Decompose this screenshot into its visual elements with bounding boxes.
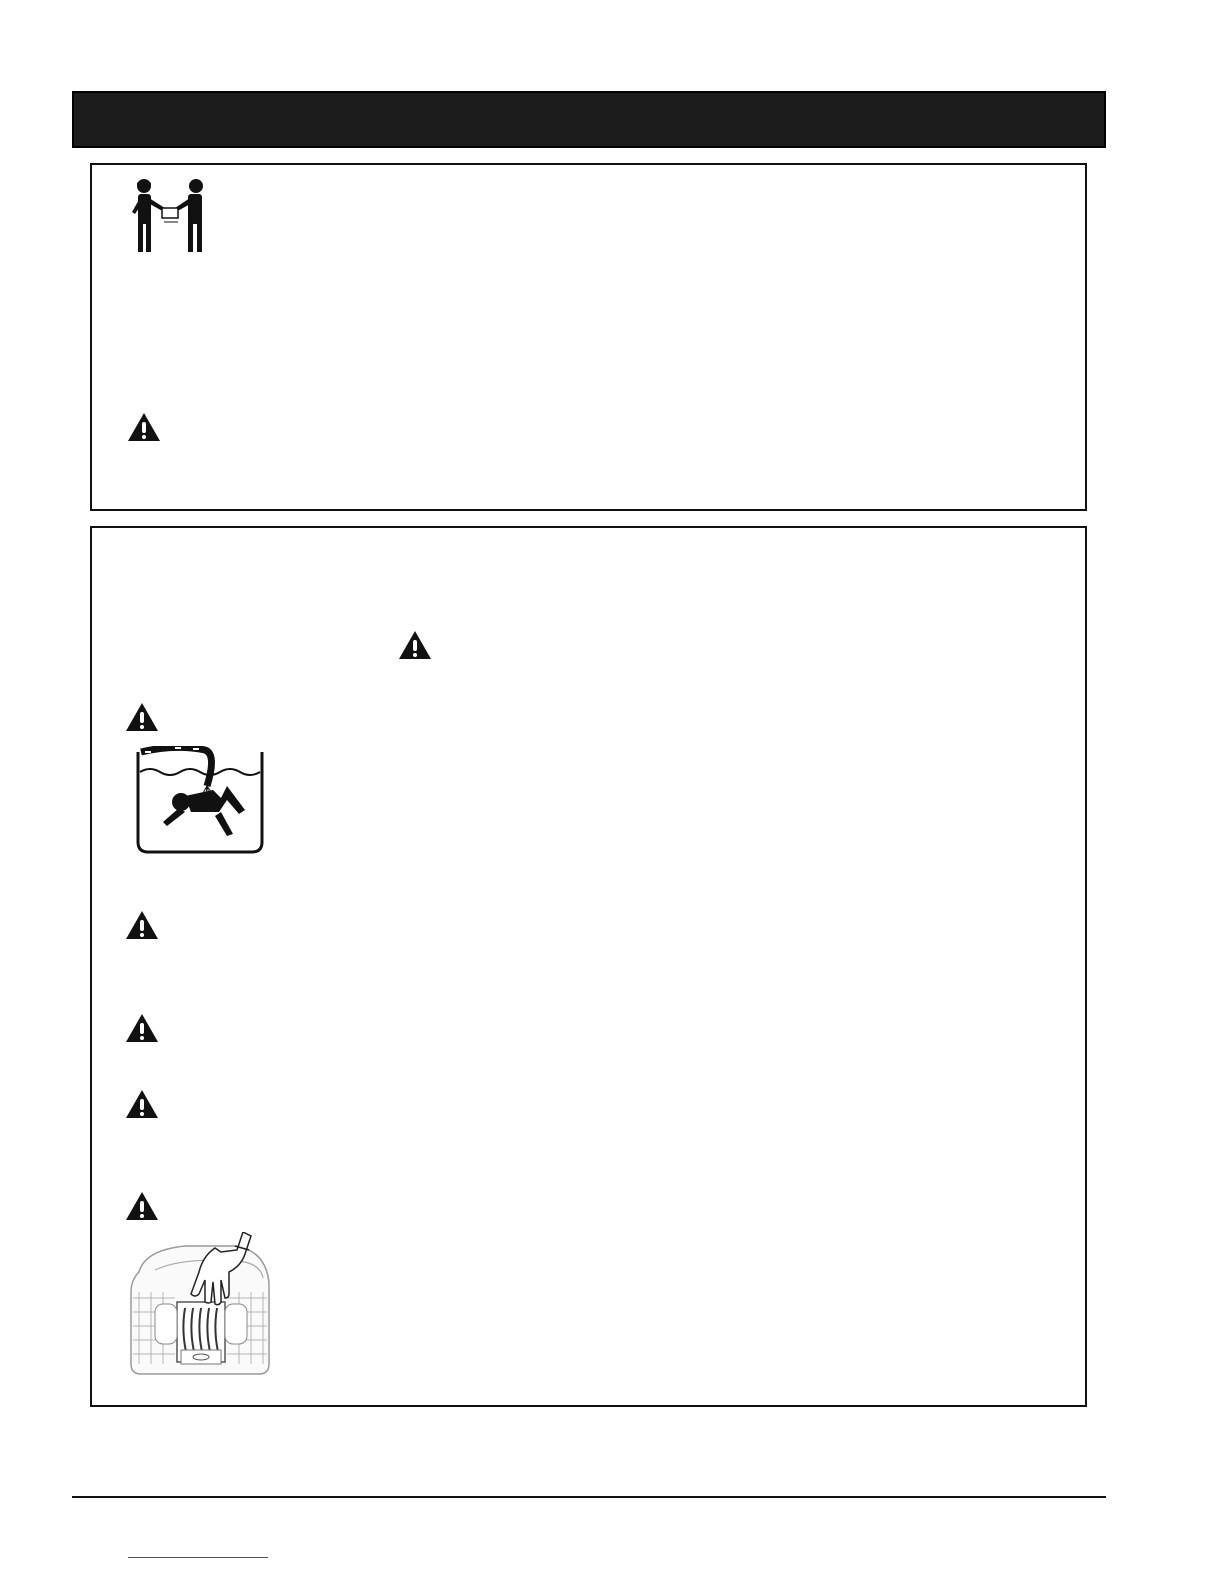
warning-triangle-icon [398,630,432,660]
entrapment-hazard-icon [135,746,265,856]
footer-divider [72,1496,1106,1498]
warning-triangle-icon [127,412,161,442]
warning-triangle-icon [125,1089,159,1119]
footer-link-underline[interactable] [128,1557,268,1558]
section-header-bar [72,91,1106,148]
handover-panel [90,163,1087,511]
warning-triangle-icon [125,910,159,940]
robot-brush-hand-illustration [125,1232,275,1380]
handover-instructions-icon [126,176,212,256]
warning-triangle-icon [125,1191,159,1221]
warning-triangle-icon [125,702,159,732]
warning-triangle-icon [125,1013,159,1043]
